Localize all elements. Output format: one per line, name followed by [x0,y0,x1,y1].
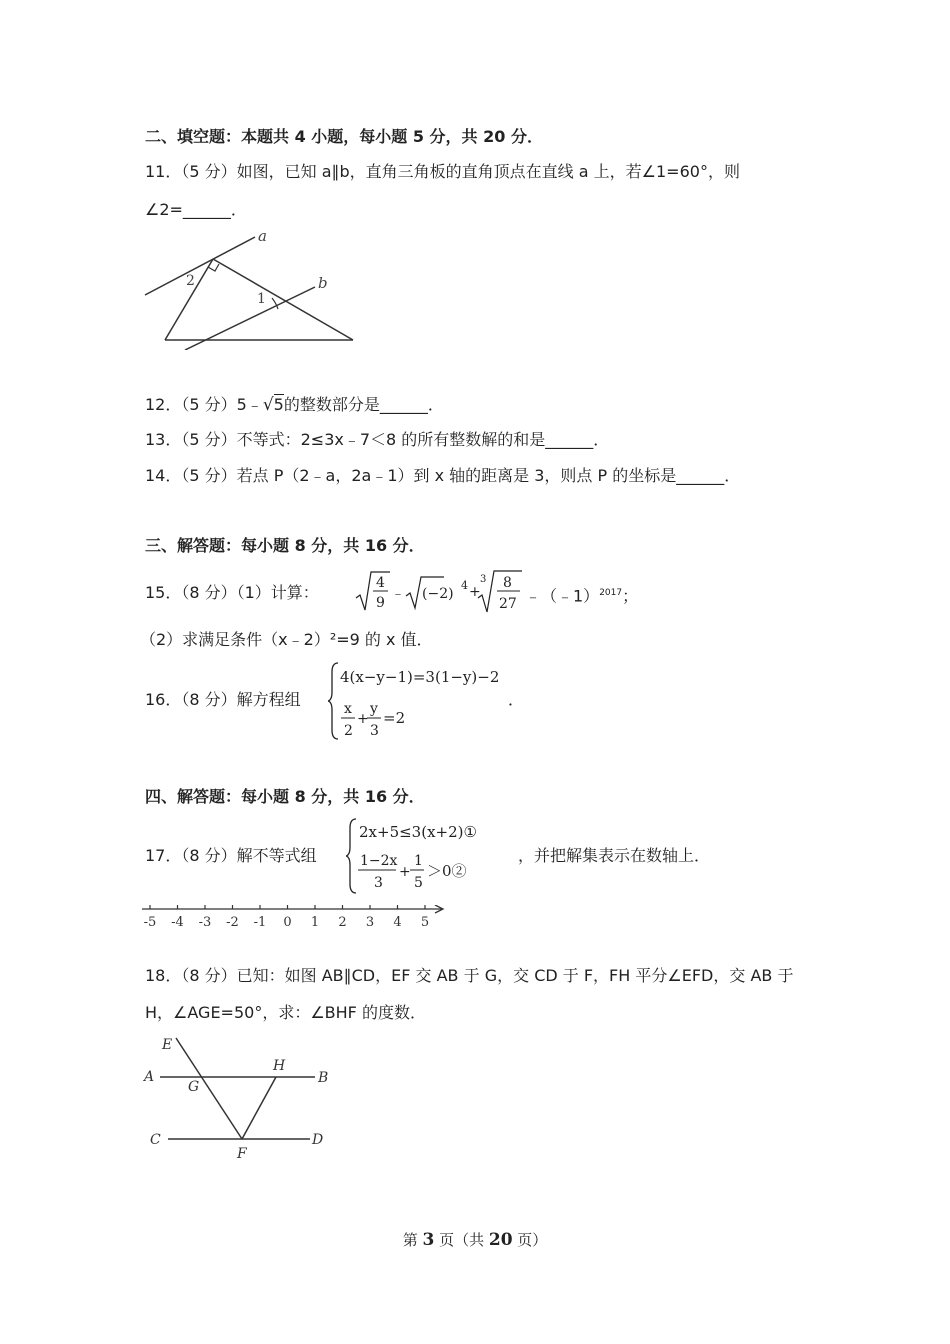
number-line-tick-label: 5 [420,915,430,930]
number-line-tick-label: 0 [283,915,292,930]
q16-eq2-plus: + [357,711,369,727]
question-15-prefix: 15．（8 分）（1）计算： [145,583,319,602]
label-2: 2 [186,273,195,289]
question-17-prefix: 17．（8 分）解不等式组 [145,846,317,865]
label-1: 1 [257,291,266,307]
line-EF [176,1038,242,1139]
footer-post: 页） [512,1231,548,1249]
triangle-right-side [213,259,353,340]
q16-system [328,660,513,742]
label-C: C [150,1132,161,1148]
number-line-tick-label: 1 [310,915,320,930]
q15-exp: 4 [461,579,468,592]
number-line-tick-label: -4 [171,915,184,930]
footer-page-number: 3 [422,1230,435,1250]
q15-tail-exp: 2017 [599,588,623,598]
q17-eq2-num2: 1 [414,853,423,869]
line-a [145,237,255,295]
question-12-suffix: 的整数部分是______． [283,395,444,414]
figure-q18-parallel-lines [140,1032,340,1164]
question-11-line2: ∠2=______． [145,200,247,219]
question-18-line2: H，∠AGE=50°，求：∠BHF 的度数． [145,1003,426,1022]
q17-eq2-num: 1−2x [360,853,398,869]
q16-eq1: 4(x−y−1)=3(1−y)−2 [340,668,500,686]
q15-frac2-num: 8 [503,575,512,591]
number-line-tick-label: 3 [365,915,375,930]
sqrt-5-radicand: 5 [273,395,284,414]
section-title-solve-1: 三、解答题：每小题 8 分，共 16 分． [145,536,425,555]
q15-frac1-den: 9 [376,595,385,611]
q16-eq2-rhs: =2 [383,709,406,727]
q17-suffix: ，并把解集表示在数轴上． [518,846,711,865]
label-F: F [237,1146,247,1162]
label-A: A [144,1069,155,1085]
question-18-line1: 18．（8 分）已知：如图 AB∥CD，EF 交 AB 于 G，交 CD 于 F，FH 平分∠EFD，交 AB 于 [145,966,794,985]
q15-cbrt-index: 3 [480,574,487,585]
q16-eq2-x: x [344,701,352,717]
label-G: G [188,1079,200,1095]
q15-plus: + [469,584,481,600]
q15-expression [354,568,539,616]
question-12 [145,395,444,415]
sqrt-5: √5 [262,395,284,415]
q16-eq2-y: y [370,701,378,717]
label-D: D [312,1132,324,1148]
figure-q11-triangle [140,225,370,350]
q15-tail [525,583,638,606]
question-14: 14．（5 分）若点 P（2﹣a，2a﹣1）到 x 轴的距离是 3，则点 P 的坐标是______． [145,466,741,485]
section-title-fill-blank: 二、填空题：本题共 4 小题，每小题 5 分，共 20 分． [145,127,543,146]
q17-eq2-plus: + [399,864,411,880]
question-15-part2: （2）求满足条件（x﹣2）²=9 的 x 值． [140,630,433,649]
label-H: H [273,1058,286,1074]
footer-mid: 页（共 [434,1231,489,1249]
q16-eq2-3: 3 [370,723,379,739]
q17-eq2-den2: 5 [414,875,423,891]
number-line-tick-label: -5 [143,915,157,930]
label-a: a [258,227,267,245]
q17-eq2-rhs: ＞0② [427,862,467,880]
q16-eq2-2: 2 [344,723,353,739]
number-line-tick-label: -1 [253,915,267,930]
label-E: E [162,1037,173,1053]
q16-suffix: ． [508,690,525,709]
number-line-tick-label: 4 [393,915,402,930]
q15-tail-end: ； [622,586,639,606]
q17-eq2-den: 3 [374,875,383,891]
page-footer [0,1229,950,1250]
footer-pre: 第 [402,1231,423,1249]
q15-minus: ﹣ [391,586,405,602]
number-line-tick-label: -3 [198,915,212,930]
question-12-prefix: 12．（5 分）5﹣ [145,395,263,414]
q15-frac2-den: 27 [499,596,517,612]
line-FH [242,1077,276,1139]
section-title-solve-2: 四、解答题：每小题 8 分，共 16 分． [145,787,425,806]
q15-frac1-num: 4 [376,575,385,591]
q15-inner: (−2) [422,586,454,602]
q17-system [346,816,516,896]
number-line-tick-label: 2 [338,915,347,930]
question-11-line1: 11．（5 分）如图，已知 a∥b，直角三角板的直角顶点在直线 a 上，若∠1=60°，则 [145,162,740,181]
number-line [142,905,447,931]
q15-tail-text: ﹣（﹣1） [525,586,600,606]
label-b: b [318,274,328,292]
number-line-tick-label: -2 [226,915,239,930]
label-B: B [318,1070,329,1086]
footer-total-pages: 20 [488,1230,513,1250]
question-13: 13．（5 分）不等式：2≤3x﹣7＜8 的所有整数解的和是______． [145,430,610,449]
question-16-prefix: 16．（8 分）解方程组 [145,690,301,709]
q17-eq1: 2x+5≤3(x+2)① [359,823,477,841]
